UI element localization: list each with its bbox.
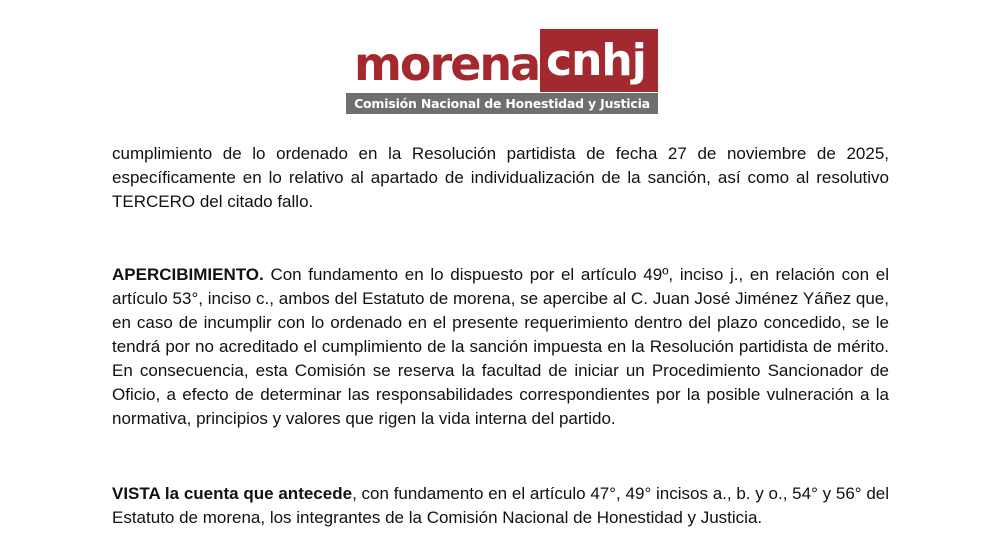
paragraph-lead: VISTA la cuenta que antecede xyxy=(112,484,353,503)
paragraph-lead: APERCIBIMIENTO. xyxy=(112,265,264,284)
logo-word-cnhj: cnhj xyxy=(546,35,646,86)
cnhj-logo xyxy=(346,29,658,114)
paragraph-text: , con fundamento en el artículo 47°, 49° incisos a., b. y o., 54° y 56° del Estatuto de morena, los integrantes de la Comisión Nacional de Honestidad y Justicia. xyxy=(112,484,889,527)
paragraph-text: Con fundamento en lo dispuesto por el artículo 49º, inciso j., en relación con el artículo 53°, inciso c., ambos del Estatuto de morena, se apercibe al C. Juan José Jiménez Yáñez que, en caso de incumplir con lo ordenado en el presente requerimiento dentro del plazo concedido, se le tendrá por no acreditado el cumplimiento de la sanción impuesta en la Resolución partidista de mérito. En consecuencia, esta Comisión se reserva la facultad de iniciar un Procedimiento Sancionador de Oficio, a efecto de determinar las responsabilidades correspondientes por la posible vulneración a la normativa, principios y valores que rigen la vida interna del partido. xyxy=(112,265,889,428)
logo-box xyxy=(540,29,658,92)
paragraph-text: cumplimiento de lo ordenado en la Resolución partidista de fecha 27 de noviembre de 2025, específicamente en lo relativo al apartado de individualización de la sanción, así como al resolutivo TERCERO del citado fallo. xyxy=(112,144,889,211)
logo-subtitle-bar: Comisión Nacional de Honestidad y Justicia xyxy=(346,93,658,114)
paragraph-vista xyxy=(112,482,889,530)
paragraph-cumplimiento xyxy=(112,142,889,214)
logo-word-morena: morena xyxy=(354,37,540,91)
paragraph-apercibimiento xyxy=(112,263,889,431)
